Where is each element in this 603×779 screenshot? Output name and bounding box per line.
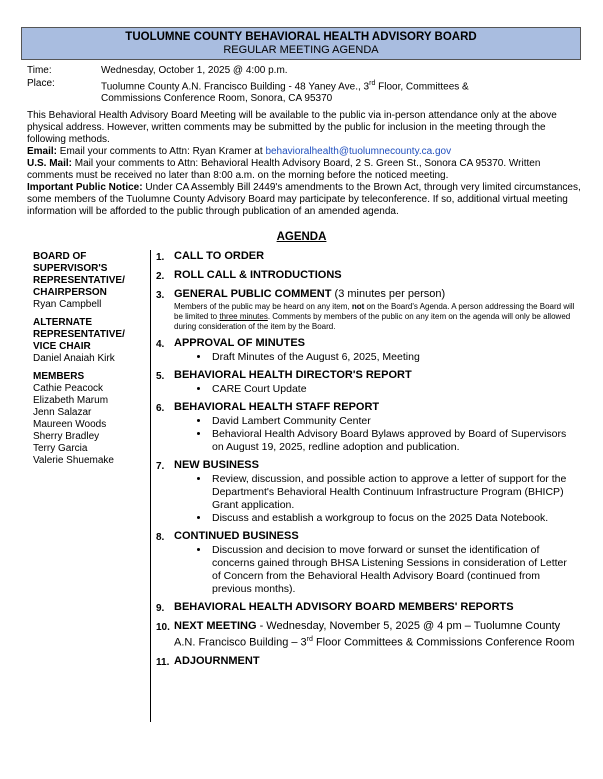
agenda-items bbox=[156, 250, 576, 674]
members-heading: MEMBERS bbox=[33, 371, 85, 382]
column-divider bbox=[150, 250, 151, 722]
intro-paragraph: This Behavioral Health Advisory Board Meeting will be available to the public via in-person attendance only at the above physical address. However, written comments may be submitted by the public for inclusion in the meeting through the following methods. bbox=[27, 110, 557, 145]
member-name: Terry Garcia bbox=[33, 443, 88, 454]
agenda-item-call-to-order: 1. CALL TO ORDER bbox=[156, 250, 265, 263]
agenda-item-new-business: 7. NEW BUSINESS • Review, discussion, and possible action to approve a letter of support for the Department's Behavioral Health Continuum Infrastructure Program (BHICP) Grant application. • Discuss and establish a workgroup to focus on the 2025 Data Notebook. bbox=[156, 459, 576, 525]
email-line: Email: Email your comments to Attn: Ryan Kramer at behavioralhealth@tuolumnecounty.ca.gov bbox=[27, 146, 452, 157]
member-name: Cathie Peacock bbox=[33, 383, 104, 394]
board-sidebar bbox=[33, 251, 148, 467]
member-name: Elizabeth Marum bbox=[33, 395, 109, 406]
agenda-subtitle: REGULAR MEETING AGENDA bbox=[223, 44, 379, 56]
list-item: • Discussion and decision to move forward or sunset the identification of concerns gained through BHSA Listening Sessions in consideration of Letter of Concern from the Behavioral Health Advisory Board (continued from previous months). bbox=[210, 544, 576, 596]
agenda-item-member-reports: 9. BEHAVIORAL HEALTH ADVISORY BOARD MEMBERS' REPORTS bbox=[156, 601, 514, 614]
mail-line: U.S. Mail: Mail your comments to Attn: Behavioral Health Advisory Board, 2 S. Green St., Sonora CA 95370. Written comments must be received no later than 8:00 a.m. on the morning before the noticed meeting. bbox=[27, 158, 541, 181]
time-label: Time: bbox=[27, 65, 52, 76]
agenda-header bbox=[21, 27, 581, 60]
agenda-item-adjournment: 11. ADJOURNMENT bbox=[156, 654, 260, 668]
agenda-item-director-report: 5. BEHAVIORAL HEALTH DIRECTOR'S REPORT • CARE Court Update bbox=[156, 369, 576, 396]
place-value: Tuolumne County A.N. Francisco Building - 48 Yaney Ave., 3rd Floor, Committees & Commissions Conference Room, Sonora, CA 95370 bbox=[101, 80, 469, 105]
time-value: Wednesday, October 1, 2025 @ 4:00 p.m. bbox=[101, 65, 288, 76]
alt-rep-heading: ALTERNATE REPRESENTATIVE/ VICE CHAIR bbox=[33, 317, 125, 352]
list-item: • Discuss and establish a workgroup to focus on the 2025 Data Notebook. bbox=[210, 512, 576, 525]
list-item: • Draft Minutes of the August 6, 2025, Meeting bbox=[210, 351, 576, 364]
board-title: TUOLUMNE COUNTY BEHAVIORAL HEALTH ADVISORY BOARD bbox=[125, 31, 477, 43]
board-rep-heading: BOARD OF SUPERVISOR'S REPRESENTATIVE/ CHAIRPERSON bbox=[33, 251, 125, 298]
list-item: • CARE Court Update bbox=[210, 383, 576, 396]
list-item: • Review, discussion, and possible action to approve a letter of support for the Department's Behavioral Health Continuum Infrastructure Program (BHICP) Grant application. bbox=[210, 473, 576, 512]
agenda-item-public-comment: 3. GENERAL PUBLIC COMMENT (3 minutes per person) Members of the public may be heard on any item, not on the Board's Agenda. A person addressing the Board will be limited to three minutes. Comments by members of the public on any item on the agenda will only be allowed during consideration of the item by the Board. bbox=[156, 288, 575, 331]
member-name: Maureen Woods bbox=[33, 419, 107, 430]
agenda-item-next-meeting: 10. NEXT MEETING - Wednesday, November 5, 2025 @ 4 pm – Tuolumne County A.N. Francisco Building – 3rd Floor Committees & Commissions Conference Room bbox=[156, 620, 575, 649]
email-link[interactable]: behavioralhealth@tuolumnecounty.ca.gov bbox=[265, 146, 452, 157]
agenda-item-roll-call: 2. ROLL CALL & INTRODUCTIONS bbox=[156, 269, 342, 282]
member-name: Valerie Shuemake bbox=[33, 455, 114, 466]
intro-section bbox=[27, 110, 583, 218]
agenda-item-minutes: 4. APPROVAL OF MINUTES • Draft Minutes of the August 6, 2025, Meeting bbox=[156, 337, 576, 364]
board-rep-name: Ryan Campbell bbox=[33, 299, 102, 310]
place-label: Place: bbox=[27, 78, 55, 89]
alt-rep-name: Daniel Anaiah Kirk bbox=[33, 353, 115, 364]
member-name: Sherry Bradley bbox=[33, 431, 100, 442]
agenda-heading: AGENDA bbox=[276, 231, 327, 243]
public-comment-note: Members of the public may be heard on any item, not on the Board's Agenda. A person addressing the Board will be limited to three minutes. Comments by members of the public on any item on the agenda will only be allowed during consideration of the item by the Board. bbox=[174, 302, 575, 331]
list-item: • David Lambert Community Center bbox=[210, 415, 576, 428]
member-name: Jenn Salazar bbox=[33, 407, 92, 418]
public-notice: Important Public Notice: Under CA Assembly Bill 2449's amendments to the Brown Act, through very limited circumstances, some members of the Tuolumne County Advisory Board may participate by teleconference. If so, additional virtual meeting information will be afforded to the public through publication of an amended agenda. bbox=[27, 182, 581, 217]
agenda-item-staff-report: 6. BEHAVIORAL HEALTH STAFF REPORT • David Lambert Community Center • Behavioral Health Advisory Board Bylaws approved by Board of Supervisors on August 19, 2025, redline adoption and publication. bbox=[156, 401, 576, 454]
list-item: • Behavioral Health Advisory Board Bylaws approved by Board of Supervisors on August 19, 2025, redline adoption and publication. bbox=[210, 428, 576, 454]
agenda-item-continued-business: 8. CONTINUED BUSINESS • Discussion and decision to move forward or sunset the identification of concerns gained through BHSA Listening Sessions in consideration of Letter of Concern from the Behavioral Health Advisory Board (continued from previous months). bbox=[156, 530, 576, 596]
